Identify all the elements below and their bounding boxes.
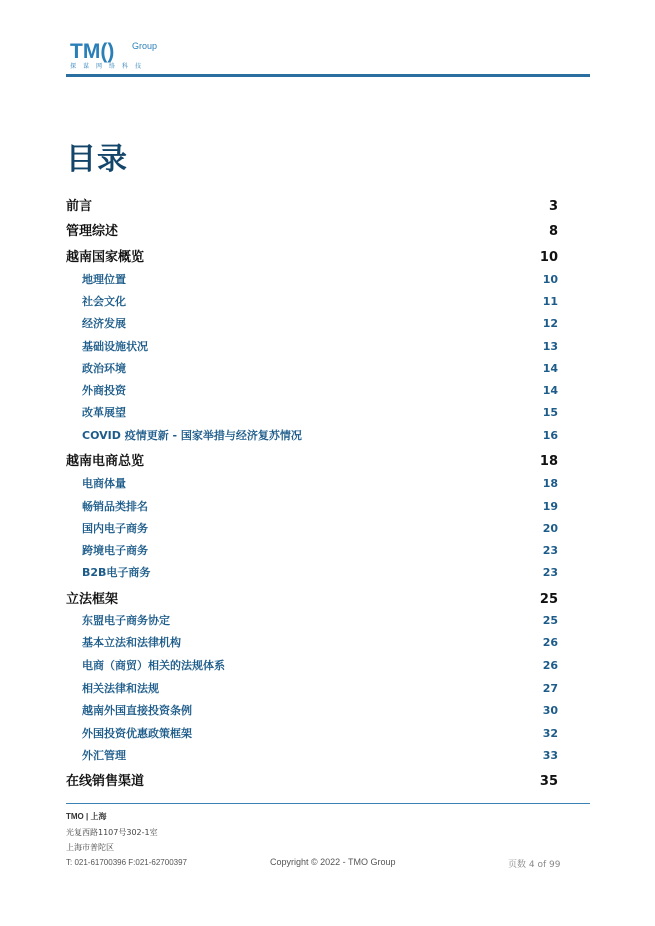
toc-entry-page: 16 bbox=[542, 429, 558, 442]
toc-subentry[interactable] bbox=[66, 680, 558, 696]
toc-entry-label: 外国投资优惠政策框架 bbox=[82, 727, 192, 740]
toc-subentry[interactable] bbox=[66, 634, 558, 650]
toc-entry-label: 立法框架 bbox=[66, 592, 119, 607]
toc-entry-page: 18 bbox=[539, 454, 558, 469]
footer-phone: T: 021-61700396 F:021-62700397 bbox=[66, 858, 187, 867]
toc-entry-page: 10 bbox=[542, 273, 558, 286]
toc-entry-page: 20 bbox=[542, 522, 558, 535]
toc-subentry[interactable] bbox=[66, 657, 558, 673]
toc-entry-page: 26 bbox=[542, 636, 558, 649]
toc-entry-label: 前言 bbox=[66, 199, 93, 214]
toc-entry-label: 基础设施状况 bbox=[82, 340, 148, 353]
toc-entry-label: 基本立法和法律机构 bbox=[82, 636, 181, 649]
toc-entry-label: 越南国家概览 bbox=[66, 250, 145, 265]
footer-divider bbox=[66, 803, 590, 804]
toc-entry-page: 30 bbox=[542, 704, 558, 717]
footer-copyright: Copyright © 2022 - TMO Group bbox=[270, 857, 396, 867]
toc-subentry[interactable] bbox=[66, 725, 558, 741]
toc-subentry[interactable] bbox=[66, 498, 558, 514]
toc-entry-page: 23 bbox=[542, 566, 558, 579]
toc-entry-label: 经济发展 bbox=[82, 317, 126, 330]
toc-entry[interactable] bbox=[66, 770, 558, 789]
toc-entry[interactable] bbox=[66, 588, 558, 607]
toc-entry-label: 电商体量 bbox=[82, 477, 126, 490]
toc-entry-page: 14 bbox=[542, 362, 558, 375]
toc-subentry[interactable] bbox=[66, 427, 558, 443]
toc-entry-page: 8 bbox=[548, 224, 558, 239]
toc-entry-page: 18 bbox=[542, 477, 558, 490]
toc-entry-label: B2B电子商务 bbox=[82, 566, 151, 579]
toc-entry-page: 13 bbox=[542, 340, 558, 353]
toc-subentry[interactable] bbox=[66, 382, 558, 398]
toc-entry-label: 地理位置 bbox=[82, 273, 126, 286]
toc-entry-page: 12 bbox=[542, 317, 558, 330]
toc-subentry[interactable] bbox=[66, 360, 558, 376]
toc-entry-label: 外商投资 bbox=[82, 384, 126, 397]
footer-company: TMO | 上海 bbox=[66, 812, 107, 821]
toc-entry-label: 国内电子商务 bbox=[82, 522, 148, 535]
toc-entry-label: 在线销售渠道 bbox=[66, 774, 145, 789]
logo-group-text: Group bbox=[132, 41, 158, 51]
toc-subentry[interactable] bbox=[66, 747, 558, 763]
toc-subentry[interactable] bbox=[66, 404, 558, 420]
toc-entry-label: 跨境电子商务 bbox=[82, 544, 148, 557]
toc-subentry[interactable] bbox=[66, 564, 558, 580]
footer-page-number: 页数 4 of 99 bbox=[508, 860, 561, 870]
toc-subentry[interactable] bbox=[66, 612, 558, 628]
toc-entry[interactable] bbox=[66, 246, 558, 265]
toc-entry-label: 越南电商总览 bbox=[66, 454, 145, 469]
toc-entry-page: 25 bbox=[542, 614, 558, 627]
toc-entry-label: 越南外国直接投资条例 bbox=[82, 704, 192, 717]
toc-entry-page: 14 bbox=[542, 384, 558, 397]
toc-subentry[interactable] bbox=[66, 315, 558, 331]
logo-wordmark: TM() bbox=[70, 40, 115, 63]
toc-subentry[interactable] bbox=[66, 542, 558, 558]
footer-address-line2: 上海市普陀区 bbox=[66, 843, 114, 852]
toc-entry-label: 政治环境 bbox=[82, 362, 126, 375]
toc-subentry[interactable] bbox=[66, 475, 558, 491]
toc-entry-label: 电商（商贸）相关的法规体系 bbox=[82, 659, 225, 672]
toc-subentry[interactable] bbox=[66, 702, 558, 718]
toc-subentry[interactable] bbox=[66, 520, 558, 536]
toc-subentry[interactable] bbox=[66, 293, 558, 309]
toc-subentry[interactable] bbox=[66, 271, 558, 287]
toc-entry-page: 35 bbox=[539, 774, 558, 789]
toc-entry-page: 27 bbox=[542, 682, 558, 695]
toc-entry[interactable] bbox=[66, 220, 558, 239]
toc-entry-label: 外汇管理 bbox=[82, 749, 126, 762]
toc-entry-page: 3 bbox=[548, 199, 558, 214]
toc-entry-page: 19 bbox=[542, 500, 558, 513]
toc-entry-page: 26 bbox=[542, 659, 558, 672]
toc-entry[interactable] bbox=[66, 450, 558, 469]
footer-address-line1: 光复西路1107号302-1室 bbox=[66, 828, 158, 837]
toc-entry-page: 10 bbox=[539, 250, 558, 265]
toc-entry-page: 15 bbox=[542, 406, 558, 419]
toc-entry-page: 33 bbox=[542, 749, 558, 762]
toc-entry[interactable] bbox=[66, 195, 558, 214]
toc-entry-label: 畅销品类排名 bbox=[82, 500, 148, 513]
toc-entry-page: 32 bbox=[542, 727, 558, 740]
table-of-contents bbox=[66, 0, 561, 926]
toc-entry-page: 11 bbox=[542, 295, 558, 308]
toc-entry-page: 23 bbox=[542, 544, 558, 557]
toc-title: 目录 bbox=[66, 142, 128, 177]
toc-entry-label: 管理综述 bbox=[66, 224, 119, 239]
toc-entry-page: 25 bbox=[539, 592, 558, 607]
toc-entry-label: 东盟电子商务协定 bbox=[82, 614, 170, 627]
toc-entry-label: 改革展望 bbox=[82, 406, 126, 419]
toc-entry-label: 社会文化 bbox=[82, 295, 126, 308]
logo-subtitle: 探谋网络科技 bbox=[70, 63, 149, 70]
toc-subentry[interactable] bbox=[66, 338, 558, 354]
toc-entry-label: COVID 疫情更新 - 国家举措与经济复苏情况 bbox=[82, 429, 302, 442]
toc-entry-label: 相关法律和法规 bbox=[82, 682, 159, 695]
